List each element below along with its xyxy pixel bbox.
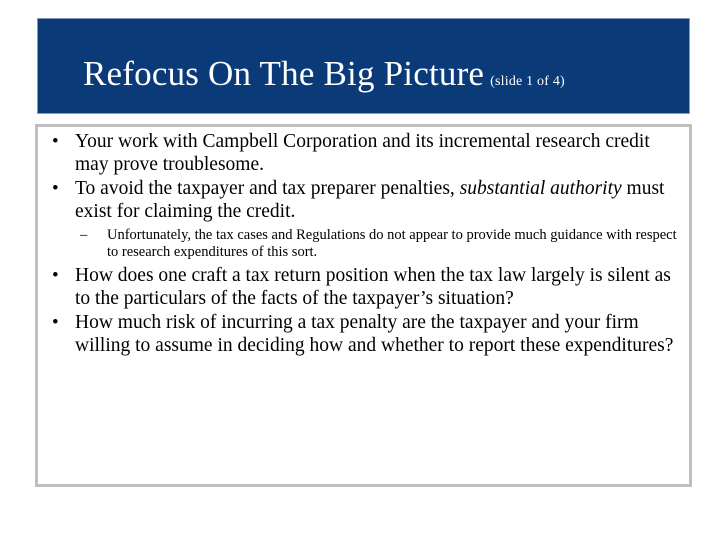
sub-bullet-item: [38, 227, 689, 261]
bullet-text: How much risk of incurring a tax penalty are the taxpayer and your firm willing to assume in deciding how and whether to report these expenditures?: [75, 312, 674, 356]
bullet-marker: •: [52, 131, 59, 152]
bullet-item: [38, 311, 689, 357]
dash-marker: –: [80, 227, 88, 243]
sub-bullet-text: Unfortunately, the tax cases and Regulations do not appear to provide much guidance with respect to research expenditures of this sort.: [107, 227, 677, 260]
bullet-text-post: must exist for claiming the credit.: [75, 178, 665, 222]
title-main: Refocus On The Big Picture: [83, 54, 485, 93]
bullet-item: [38, 264, 689, 310]
bullet-text-emphasis: substantial authority: [459, 178, 622, 199]
bullet-text: How does one craft a tax return position when the tax law largely is silent as to the particulars of the facts of the taxpayer’s situation?: [75, 265, 671, 309]
bullet-marker: •: [52, 265, 59, 286]
content-box: [35, 124, 692, 487]
bullet-marker: •: [52, 312, 59, 333]
bullet-item: [38, 177, 689, 223]
slide-title: [83, 54, 565, 94]
title-subtitle: (slide 1 of 4): [490, 74, 565, 89]
bullet-text-pre: To avoid the taxpayer and tax preparer penalties,: [75, 178, 460, 199]
bullet-text: Your work with Campbell Corporation and its incremental research credit may prove troublesome.: [75, 131, 650, 175]
title-band: [37, 18, 690, 114]
bullet-marker: •: [52, 178, 59, 199]
bullet-item: [38, 130, 689, 176]
bullet-list: [38, 130, 689, 358]
